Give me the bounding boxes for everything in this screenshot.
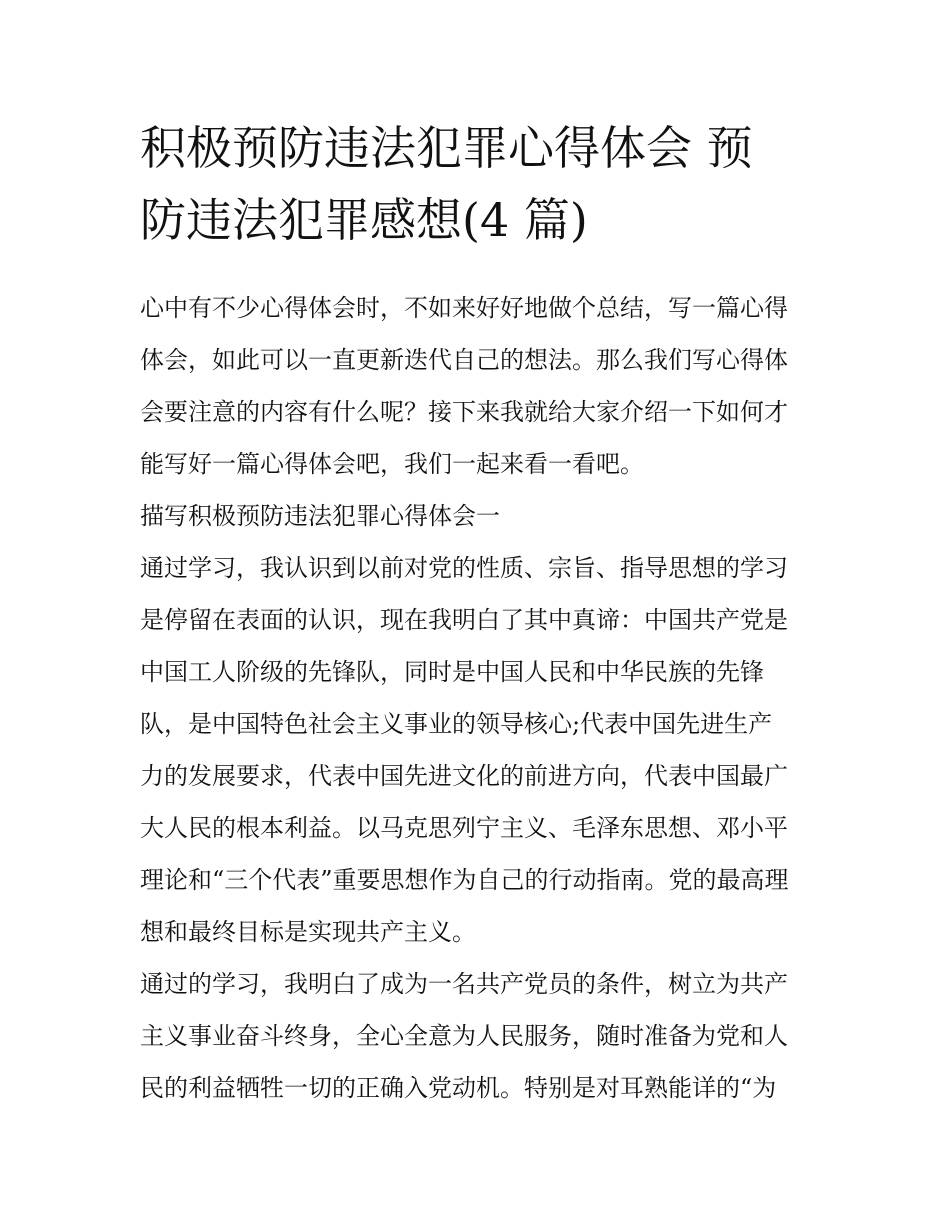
body-line: 力的发展要求，代表中国先进文化的前进方向，代表中国最广 — [140, 762, 788, 790]
body-line: 通过的学习，我明白了成为一名共产党员的条件，树立为共产 — [140, 970, 788, 998]
body-line: 想和最终目标是实现共产主义。 — [140, 918, 476, 946]
body-line: 主义事业奋斗终身，全心全意为人民服务，随时准备为党和人 — [140, 1022, 788, 1050]
title-line-1: 积极预防违法犯罪心得体会 预 — [140, 121, 753, 175]
body-line: 大人民的根本利益。以马克思列宁主义、毛泽东思想、邓小平 — [140, 814, 788, 842]
body-line: 会要注意的内容有什么呢？接下来我就给大家介绍一下如何才 — [140, 398, 788, 426]
body-line: 中国工人阶级的先锋队，同时是中国人民和中华民族的先锋 — [140, 658, 764, 686]
document-body — [140, 282, 812, 1114]
body-line: 通过学习，我认识到以前对党的性质、宗旨、指导思想的学习 — [140, 554, 788, 582]
title-line-2: 防违法犯罪感想(4 篇) — [140, 193, 588, 247]
body-line: 队，是中国特色社会主义事业的领导核心;代表中国先进生产 — [140, 710, 773, 738]
document-title — [140, 112, 812, 256]
body-line: 心中有不少心得体会时，不如来好好地做个总结，写一篇心得 — [140, 294, 788, 322]
body-line: 是停留在表面的认识，现在我明白了其中真谛：中国共产党是 — [140, 606, 788, 634]
body-line: 理论和“三个代表”重要思想作为自己的行动指南。党的最高理 — [140, 866, 789, 894]
body-line: 民的利益牺牲一切的正确入党动机。特别是对耳熟能详的“为 — [140, 1074, 777, 1102]
document-page — [140, 112, 812, 1114]
body-line: 能写好一篇心得体会吧，我们一起来看一看吧。 — [140, 450, 644, 478]
body-line: 体会，如此可以一直更新迭代自己的想法。那么我们写心得体 — [140, 346, 788, 374]
section-heading: 描写积极预防违法犯罪心得体会一 — [140, 502, 500, 530]
